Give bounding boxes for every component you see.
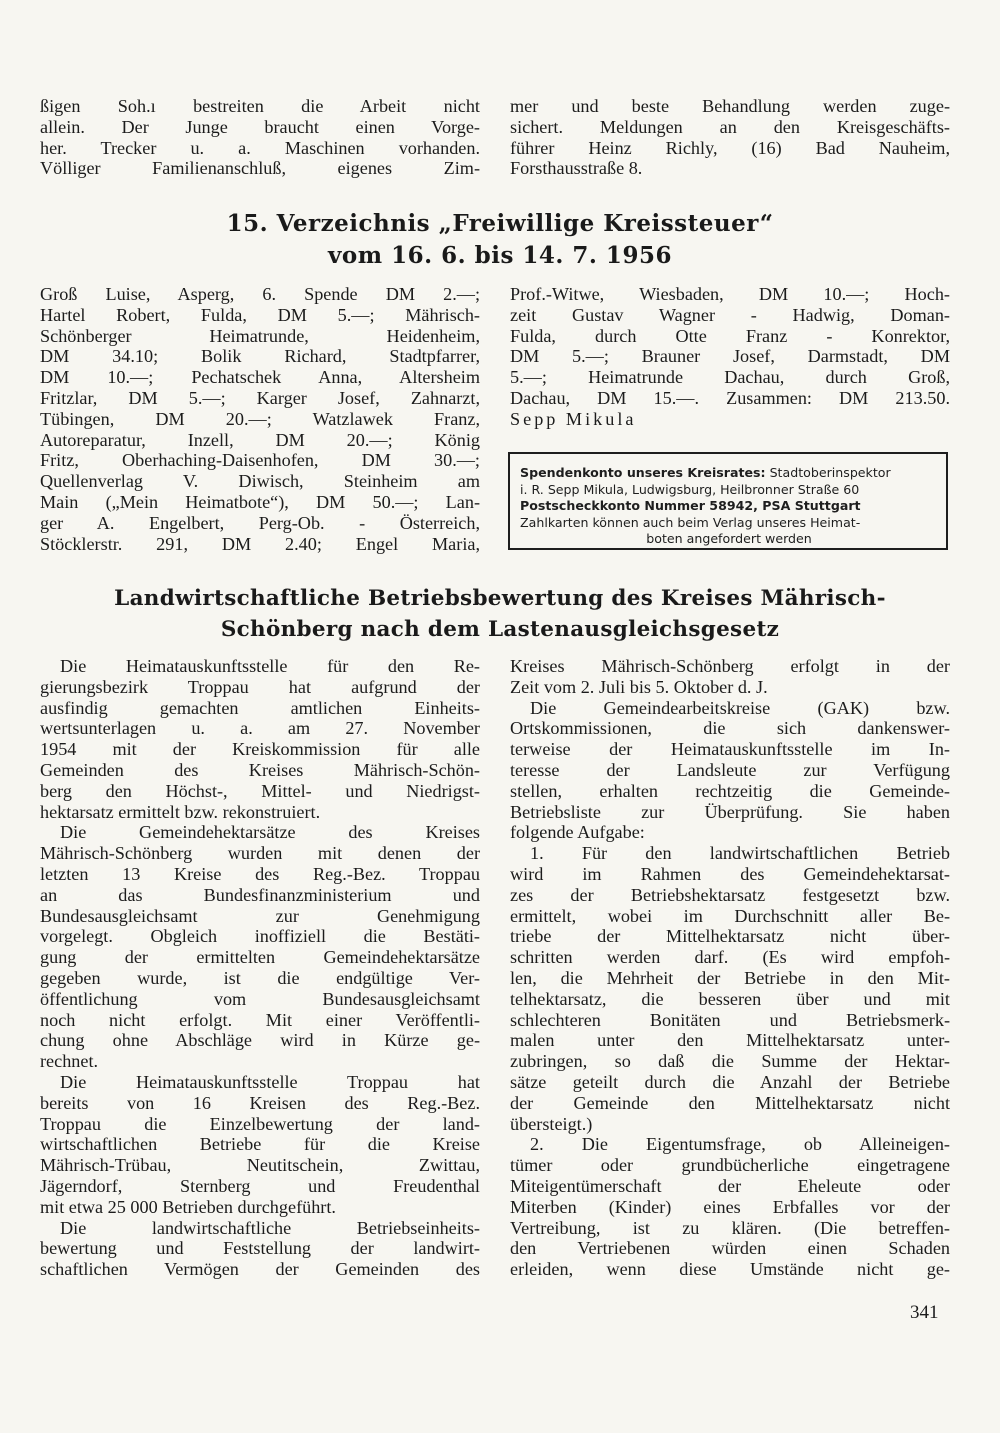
text-line: terweise der Heimatauskunftsstelle im In- [510, 739, 950, 760]
text-line: Fritz, Oberhaching-Daisenhofen, DM 30.—; [40, 450, 480, 471]
text-line: Jägerndorf, Sternberg und Freudenthal [40, 1175, 480, 1196]
box-line [520, 465, 938, 482]
text-line: DM 5.—; Brauner Josef, Darmstadt, DM [510, 346, 950, 367]
top-right-column [510, 96, 950, 179]
paragraph [510, 698, 950, 844]
text-line: 1. Für den landwirtschaftlichen Betrieb [530, 843, 950, 864]
text-line: Die Gemeindehektarsätze des Kreises [60, 822, 480, 843]
text-line: wirtschaftlichen Betriebe für die Kreise [40, 1134, 480, 1155]
box-text: Stadtoberinspektor [765, 465, 891, 480]
box-line: Zahlkarten können auch beim Verlag unseres Heimat- [520, 514, 861, 530]
text-line: Völliger Familienanschluß, eigenes Zim- [40, 158, 480, 179]
text-line: ausfindig gemachten amtlichen Einheits- [40, 697, 480, 718]
article-right-column [510, 656, 950, 1280]
text-line: Troppau die Einzelbewertung der land- [40, 1113, 480, 1134]
paragraph [510, 656, 950, 698]
text-line: Schönberger Heimatrunde, Heidenheim, [40, 325, 480, 346]
paragraph [40, 1072, 480, 1218]
text-line: Zeit vom 2. Juli bis 5. Oktober d. J. [510, 676, 768, 697]
text-line: sätze geteilt durch die Anzahl der Betriebe [510, 1071, 950, 1092]
text-line: Fulda, durch Otte Franz - Konrektor, [510, 325, 950, 346]
text-line: berg den Höchst-, Mittel- und Niedrigst- [40, 780, 480, 801]
text-line: gegeben wurde, ist die endgültige Ver- [40, 967, 480, 988]
heading-line: 15. Verzeichnis „Freiwillige Kreissteuer“ [226, 210, 774, 237]
text-line: Kreises Mährisch-Schönberg erfolgt in der [510, 656, 950, 676]
paragraph [510, 843, 950, 1134]
text-line: Tübingen, DM 20.—; Watzlawek Franz, [40, 408, 480, 429]
text-line: Betriebsliste zur Überprüfung. Sie haben [510, 801, 950, 822]
text-line: wertsunterlagen u. a. am 27. November [40, 718, 480, 739]
text-line: ermittelt, wobei im Durchschnitt aller Be- [510, 905, 950, 926]
text-line: Bundesausgleichsamt zur Genehmigung [40, 905, 480, 926]
text-line: zes der Betriebshektarsatz festgesetzt bzw. [510, 884, 950, 905]
page-number: 341 [910, 1302, 939, 1323]
text-line: her. Trecker u. a. Maschinen vorhanden. [40, 137, 480, 158]
text-line: zeit Gustav Wagner - Hadwig, Doman- [510, 304, 950, 325]
heading-line: vom 16. 6. bis 14. 7. 1956 [328, 242, 672, 269]
text-line: Hartel Robert, Fulda, DM 5.—; Mährisch- [40, 304, 480, 325]
text-line: bewertung und Feststellung der landwirt- [40, 1238, 480, 1259]
paragraph [40, 656, 480, 822]
paragraph [40, 822, 480, 1072]
text-line: Die Heimatauskunftsstelle Troppau hat [60, 1071, 480, 1092]
text-line: Miteigentümerschaft der Eheleute oder [510, 1175, 950, 1196]
text-line: Ortskommissionen, die sich dankenswer- [510, 718, 950, 739]
donor-list-right [510, 284, 950, 430]
box-line: boten angefordert werden [646, 531, 812, 546]
section-heading-betriebsbewertung [0, 583, 1000, 645]
text-line: Mährisch-Trübau, Neutitschein, Zwittau, [40, 1155, 480, 1176]
text-line: schaftlichen Vermögen der Gemeinden des [40, 1259, 480, 1280]
text-line: gung der ermittelten Gemeindehektarsätze [40, 947, 480, 968]
text-line: führer Heinz Richly, (16) Bad Nauheim, [510, 137, 950, 158]
text-line: rechnet. [40, 1051, 99, 1072]
text-line: an das Bundesfinanzministerium und [40, 884, 480, 905]
box-label: Spendenkonto unseres Kreisrates: [520, 465, 766, 480]
text-line: sichert. Meldungen an den Kreisgeschäfts- [510, 116, 950, 137]
heading-line: Schönberg nach dem Lastenausgleichsgesetz [220, 617, 780, 642]
text-line: erleiden, wenn diese Umstände nicht ge- [510, 1259, 950, 1280]
text-line: öffentlichung vom Bundesausgleichsamt [40, 988, 480, 1009]
text-line: ger A. Engelbert, Perg-Ob. - Österreich, [40, 512, 480, 533]
text-line: Vertreibung, ist zu klären. (Die betreffen- [510, 1217, 950, 1238]
text-line: wird im Rahmen des Gemeindehektarsat- [510, 863, 950, 884]
text-line: Die landwirtschaftliche Betriebseinheits- [60, 1217, 480, 1238]
text-line: ßigen Soh.ı bestreiten die Arbeit nicht [40, 96, 480, 116]
text-line: zubringen, so daß die Summe der Hektar- [510, 1051, 950, 1072]
text-line: folgende Aufgabe: [510, 822, 645, 843]
text-line: hektarsatz ermittelt bzw. rekonstruiert. [40, 801, 321, 822]
text-line: len, die Mehrheit der Betriebe in den Mit- [510, 967, 950, 988]
text-line: Prof.-Witwe, Wiesbaden, DM 10.—; Hoch- [510, 284, 950, 304]
text-line: Quellenverlag V. Diwisch, Steinheim am [40, 471, 480, 492]
text-line: Fritzlar, DM 5.—; Karger Josef, Zahnarzt, [40, 387, 480, 408]
article-left-column [40, 656, 480, 1280]
text-line: 1954 mit der Kreiskommission für alle [40, 739, 480, 760]
text-line: stellen, erhalten rechtzeitig die Gemeinde- [510, 780, 950, 801]
text-line: 2. Die Eigentumsfrage, ob Alleineigen- [530, 1134, 950, 1155]
text-line: schritten werden darf. (Es wird empfoh- [510, 947, 950, 968]
donation-account-box [508, 452, 948, 550]
text-line: mer und beste Behandlung werden zuge- [510, 96, 950, 116]
text-line: letzten 13 Kreise des Reg.-Bez. Troppau [40, 863, 480, 884]
text-line: Die Heimatauskunftsstelle für den Re- [60, 656, 480, 676]
text-line: allein. Der Junge braucht einen Vorge- [40, 116, 480, 137]
section-heading-kreissteuer [0, 208, 1000, 272]
text-line: chung ohne Abschläge wird in Kürze ge- [40, 1030, 480, 1051]
text-line: Forsthausstraße 8. [510, 158, 643, 179]
text-line: übersteigt.) [510, 1113, 593, 1134]
text-line: mit etwa 25 000 Betrieben durchgeführt. [40, 1196, 336, 1217]
text-line: Main („Mein Heimatbote“), DM 50.—; Lan- [40, 491, 480, 512]
text-line: 5.—; Heimatrunde Dachau, durch Groß, [510, 367, 950, 388]
paragraph [510, 1134, 950, 1280]
text-line: DM 34.10; Bolik Richard, Stadtpfarrer, [40, 346, 480, 367]
paragraph [40, 1218, 480, 1280]
heading-line: Landwirtschaftliche Betriebsbewertung des Kreises Mährisch- [114, 586, 886, 611]
signature: Sepp Mikula [510, 408, 637, 429]
text-line: Stöcklerstr. 291, DM 2.40; Engel Maria, [40, 533, 480, 554]
text-line: Mährisch-Schönberg wurden mit denen der [40, 843, 480, 864]
donor-list-left [40, 284, 480, 554]
text-line: Dachau, DM 15.—. Zusammen: DM 213.50. [510, 387, 950, 408]
text-line: malen unter den Mittelhektarsatz unter- [510, 1030, 950, 1051]
text-line: noch nicht erfolgt. Mit einer Veröffentli- [40, 1009, 480, 1030]
text-line: DM 10.—; Pechatschek Anna, Altersheim [40, 367, 480, 388]
box-line: i. R. Sepp Mikula, Ludwigsburg, Heilbronner Straße 60 [520, 481, 860, 497]
text-line: schlechteren Bonitäten und Betriebsmerk- [510, 1009, 950, 1030]
text-line: der Gemeinde den Mittelhektarsatz nicht [510, 1092, 950, 1113]
text-line: den Vertriebenen würden einen Schaden [510, 1238, 950, 1259]
text-line: telhektarsatz, die besseren über und mit [510, 988, 950, 1009]
top-left-column [40, 96, 480, 179]
text-line: teresse der Landsleute zur Verfügung [510, 759, 950, 780]
text-line: vorgelegt. Obgleich inoffiziell die Bestäti- [40, 926, 480, 947]
text-line: Gemeinden des Kreises Mährisch-Schön- [40, 759, 480, 780]
text-line: bereits von 16 Kreisen des Reg.-Bez. [40, 1092, 480, 1113]
text-line: triebe der Mittelhektarsatz nicht über- [510, 926, 950, 947]
text-line: Groß Luise, Asperg, 6. Spende DM 2.—; [40, 284, 480, 304]
text-line: tümer oder grundbücherliche eingetragene [510, 1155, 950, 1176]
text-line: Die Gemeindearbeitskreise (GAK) bzw. [530, 697, 950, 718]
text-line: Autoreparatur, Inzell, DM 20.—; König [40, 429, 480, 450]
box-line: Postscheckkonto Nummer 58942, PSA Stuttgart [520, 498, 861, 513]
text-line: gierungsbezirk Troppau hat aufgrund der [40, 676, 480, 697]
text-line: Miterben (Kinder) eines Erbfalles vor der [510, 1196, 950, 1217]
